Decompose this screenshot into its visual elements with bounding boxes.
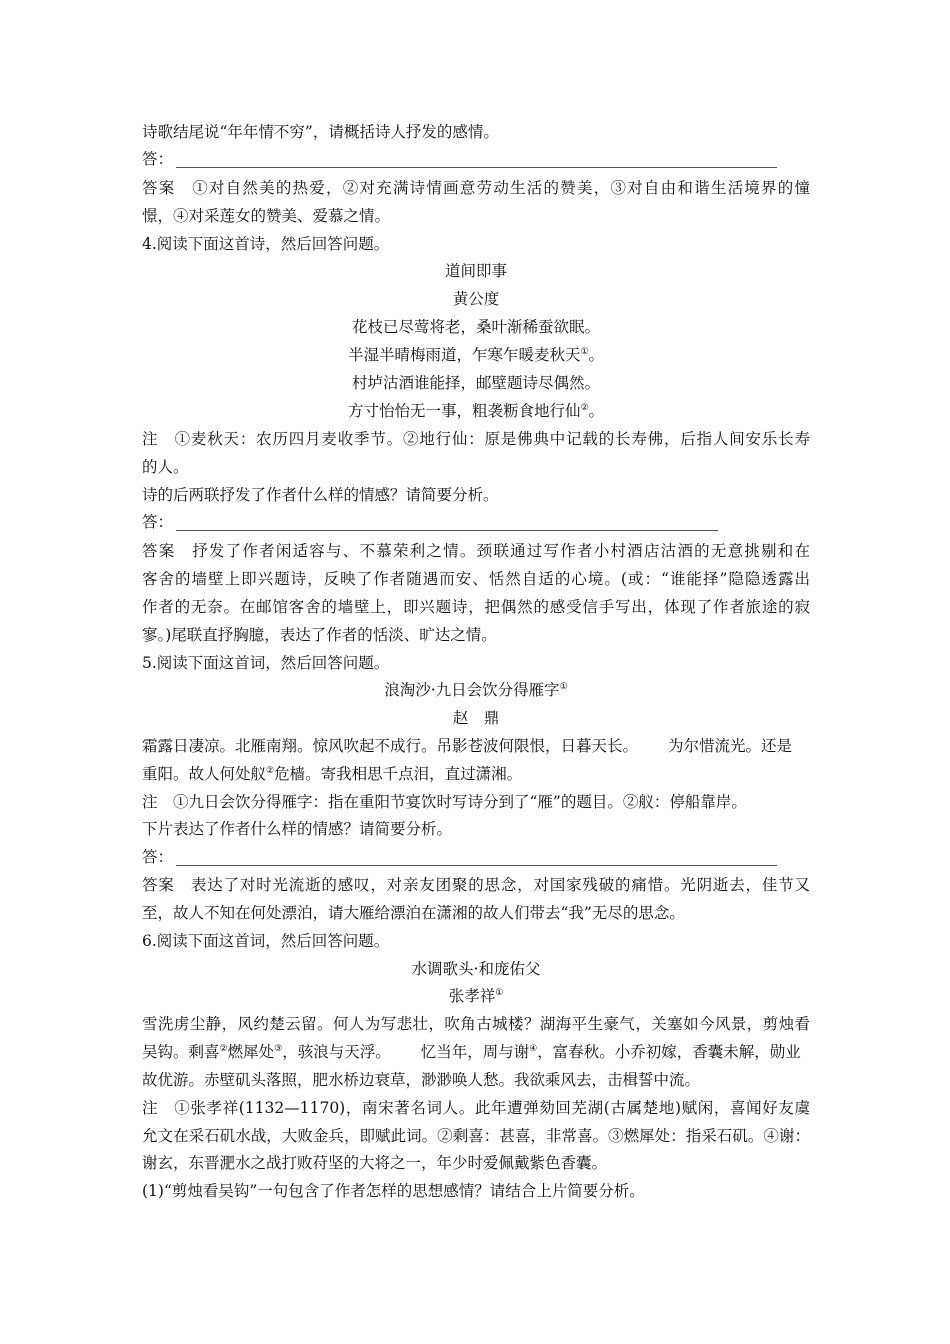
q5-answer-label: 答： [142, 848, 174, 866]
q4-note-line-2: 的人。 [142, 458, 189, 476]
footnote-mark: ① [495, 987, 504, 998]
q3-answer-label: 答： [142, 150, 174, 168]
q5-poem-title: 浪淘沙·九日会饮分得雁字① [384, 681, 568, 699]
q4-poem-line-3: 村垆沽酒谁能择，邮壁题诗尽偶然。 [351, 374, 600, 392]
footnote-mark: ① [580, 346, 589, 357]
q6-author: 张孝祥① [448, 987, 504, 1005]
q6-text-line-1: 雪洗虏尘静，风约楚云留。何人为写悲壮，吹角古城楼？湖海平生豪气，关塞如今风景，剪烛看 [142, 1015, 810, 1033]
q4-answer-line [176, 530, 718, 531]
q6-note-line-1: 注 ①张孝祥(1132—1170)，南宋著名词人。此年遭弹劾回芜湖(古属楚地)赋闲，喜闻好友虞 [142, 1099, 810, 1117]
footnote-mark: ① [559, 681, 568, 692]
q5-text-line-2: 重阳。故人何处舣②危樯。寄我相思千点泪，直过潇湘。 [142, 765, 523, 783]
q3-answer-line [176, 167, 777, 168]
q4-answer-label: 答： [142, 513, 174, 531]
q5-question: 下片表达了作者什么样的情感？请简要分析。 [142, 820, 453, 838]
q5-text-line-1: 霜露日凄凉。北雁南翔。惊风吹起不成行。吊影苍波何限恨，日暮天长。 为尔惜流光。还是 [142, 737, 793, 755]
q6-heading: 6.阅读下面这首词，然后回答问题。 [142, 932, 390, 950]
q6-sub-question-1: (1)“剪烛看吴钩”一句包含了作者怎样的思想感情？请结合上片简要分析。 [142, 1182, 645, 1200]
q6-text-line-2: 吴钩。剩喜②燃犀处③，骇浪与天浮。 忆当年，周与谢④，富春秋。小乔初嫁，香囊未解，勋业 [142, 1043, 801, 1061]
footnote-mark: ② [219, 1043, 228, 1054]
q4-answer-line-3: 作者的无奈。在邮馆客舍的墙壁上，即兴题诗，把偶然的感受信手写出，体现了作者旅途的寂 [142, 598, 810, 616]
q4-answer-line-2: 客舍的墙壁上即兴题诗，反映了作者随遇而安、恬然自适的心境。(或：“谁能择”隐隐透露出 [142, 570, 810, 588]
q4-poem-line-2: 半湿半晴梅雨道，乍寒乍暖麦秋天①。 [347, 346, 605, 364]
q5-answer-line-1: 答案 表达了对时光流逝的感叹，对亲友团聚的思念，对国家残破的痛惜。光阴逝去，佳节又 [142, 876, 810, 894]
q5-answer-line-2: 至，故人不知在何处漂泊，请大雁给漂泊在潇湘的故人们带去“我”无尽的思念。 [142, 904, 685, 922]
footnote-mark: ③ [274, 1043, 283, 1054]
q6-text-line-3: 故优游。赤壁矶头落照，肥水桥边衰草，渺渺唤人愁。我欲乘风去，击楫誓中流。 [142, 1071, 701, 1089]
footnote-mark: ② [580, 402, 589, 413]
q3-answer-line-1: 答案 ①对自然美的热爱，②对充满诗情画意劳动生活的赞美，③对自由和谐生活境界的憧 [142, 179, 810, 197]
q4-question: 诗的后两联抒发了作者什么样的情感？请简要分析。 [142, 486, 499, 504]
q6-note-line-2: 允文在采石矶水战，大败金兵，即赋此词。②剩喜：甚喜，非常喜。③燃犀处：指采石矶。④谢： [142, 1127, 810, 1145]
q6-note-line-3: 谢玄，东晋淝水之战打败苻坚的大将之一，年少时爱佩戴紫色香囊。 [142, 1154, 608, 1172]
q3-prompt: 诗歌结尾说“年年情不穷”，请概括诗人抒发的感情。 [142, 123, 499, 141]
q4-author: 黄公度 [452, 290, 500, 308]
q4-note-line-1: 注 ①麦秋天：农历四月麦收季节。②地行仙：原是佛典中记载的长寿佛，后指人间安乐长寿 [142, 430, 810, 448]
footnote-mark: ② [266, 765, 275, 776]
footnote-mark: ④ [529, 1043, 538, 1054]
q4-poem-title: 道间即事 [444, 262, 507, 280]
q6-poem-title: 水调歌头·和庞佑父 [411, 960, 541, 978]
q4-heading: 4.阅读下面这首诗，然后回答问题。 [142, 235, 390, 253]
q4-poem-line-1: 花枝已尽莺将老，桑叶渐稀蚕欲眠。 [351, 318, 600, 336]
q5-heading: 5.阅读下面这首词，然后回答问题。 [142, 654, 390, 672]
q5-author: 赵 鼎 [452, 709, 500, 727]
q4-poem-line-4: 方寸怡怡无一事，粗袭粝食地行仙②。 [347, 402, 605, 420]
q3-answer-line-2: 憬，④对采莲女的赞美、爱慕之情。 [142, 207, 391, 225]
q4-answer-line-4: 寥。)尾联直抒胸臆，表达了作者的恬淡、旷达之情。 [142, 626, 497, 644]
q5-note: 注 ①九日会饮分得雁字：指在重阳节宴饮时写诗分到了“雁”的题目。②舣：停船靠岸。 [142, 793, 747, 811]
q4-answer-line-1: 答案 抒发了作者闲适容与、不慕荣利之情。颈联通过写作者小村酒店沽酒的无意挑剔和在 [142, 542, 810, 560]
q5-answer-line [176, 865, 777, 866]
